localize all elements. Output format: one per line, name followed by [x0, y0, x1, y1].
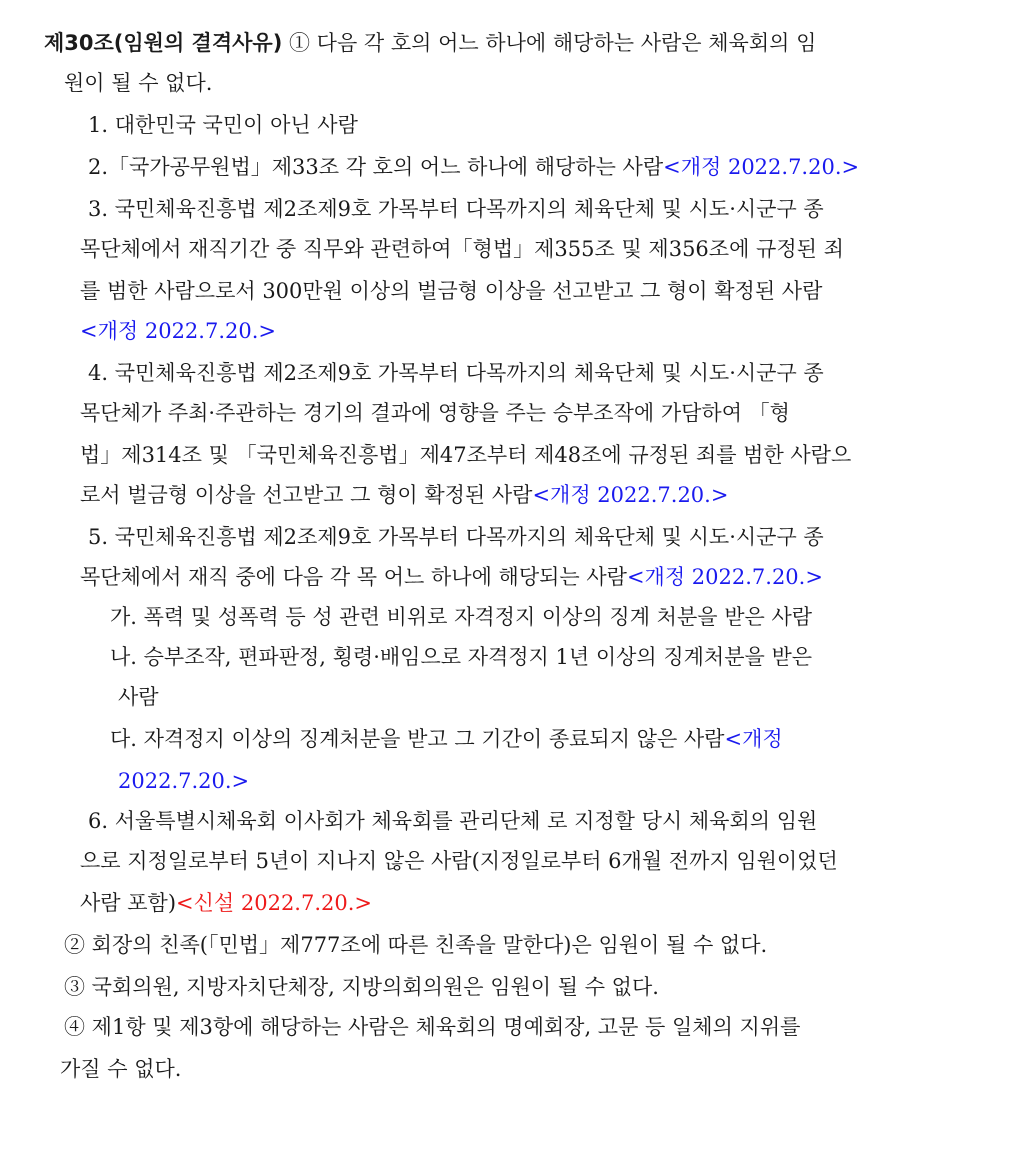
amendment-note: <개정 2022.7.20.>: [663, 155, 860, 179]
item-5-sub-na-line-1: 나. 승부조작, 편파판정, 횡령·배임으로 자격정지 1년 이상의 징계처분을 받은: [110, 645, 813, 669]
item-3-line-1: 3. 국민체육진흥법 제2조제9호 가목부터 다목까지의 체육단체 및 시도·시군구 종: [88, 197, 824, 221]
amendment-note: <개정: [724, 727, 783, 751]
item-5-sub-ga: 가. 폭력 및 성폭력 등 성 관련 비위로 자격정지 이상의 징계 처분을 받은 사람: [110, 605, 813, 629]
item-6-line-2: 으로 지정일로부터 5년이 지나지 않은 사람(지정일로부터 6개월 전까지 임원이었던: [80, 849, 838, 873]
amendment-note: <개정 2022.7.20.>: [532, 483, 729, 507]
item-4-line-4: 로서 벌금형 이상을 선고받고 그 형이 확정된 사람<개정 2022.7.20.>: [80, 483, 729, 507]
item-5-line-2: 목단체에서 재직 중에 다음 각 목 어느 하나에 해당되는 사람<개정 2022.7.20.>: [80, 565, 823, 589]
amendment-note: <개정 2022.7.20.>: [626, 565, 823, 589]
paragraph-4-line-1: ④ 제1항 및 제3항에 해당하는 사람은 체육회의 명예회장, 고문 등 일체의 지위를: [64, 1015, 801, 1039]
item-6-line-1: 6. 서울특별시체육회 이사회가 체육회를 관리단체 로 지정할 당시 체육회의 임원: [88, 809, 818, 833]
item-3-line-2: 목단체에서 재직기간 중 직무와 관련하여「형법」제355조 및 제356조에 규정된 죄: [80, 237, 844, 261]
item-5-sub-da-line-1: 다. 자격정지 이상의 징계처분을 받고 그 기간이 종료되지 않은 사람<개정: [110, 727, 783, 751]
item-6-line-3: 사람 포함)<신설 2022.7.20.>: [80, 891, 373, 915]
item-2: 2.「국가공무원법」제33조 각 호의 어느 하나에 해당하는 사람<개정 2022.7.20.>: [88, 155, 860, 179]
amendment-note: <개정 2022.7.20.>: [80, 319, 276, 343]
item-5-sub-da-line-2: [118, 766, 249, 796]
item-1: 1. 대한민국 국민이 아닌 사람: [88, 113, 358, 137]
new-provision-note: <신설 2022.7.20.>: [176, 891, 373, 915]
article-intro-line-2: 원이 될 수 없다.: [64, 71, 213, 95]
paragraph-3: ③ 국회의원, 지방자치단체장, 지방의회의원은 임원이 될 수 없다.: [64, 975, 659, 999]
paragraph-1-intro: ① 다음 각 호의 어느 하나에 해당하는 사람은 체육회의 임: [282, 31, 817, 55]
item-4-line-2: 목단체가 주최·주관하는 경기의 결과에 영향을 주는 승부조작에 가담하여 「형: [80, 401, 790, 425]
item-3-line-4: [80, 316, 276, 346]
item-4-line-1: 4. 국민체육진흥법 제2조제9호 가목부터 다목까지의 체육단체 및 시도·시군구 종: [88, 361, 824, 385]
item-3-line-3: 를 범한 사람으로서 300만원 이상의 벌금형 이상을 선고받고 그 형이 확정된 사람: [80, 279, 823, 303]
article-heading: 제30조(임원의 결격사유): [44, 31, 283, 55]
paragraph-2: ② 회장의 친족(「민법」제777조에 따른 친족을 말한다)은 임원이 될 수 없다.: [64, 933, 768, 957]
item-5-sub-na-line-2: 사람: [118, 685, 159, 709]
item-4-line-3: 법」제314조 및 「국민체육진흥법」제47조부터 제48조에 규정된 죄를 범한 사람으: [80, 443, 852, 467]
item-5-line-1: 5. 국민체육진흥법 제2조제9호 가목부터 다목까지의 체육단체 및 시도·시군구 종: [88, 525, 824, 549]
paragraph-4-line-2: 가질 수 없다.: [60, 1057, 182, 1081]
amendment-note: 2022.7.20.>: [118, 769, 250, 793]
article-intro-line-1: [44, 28, 816, 58]
